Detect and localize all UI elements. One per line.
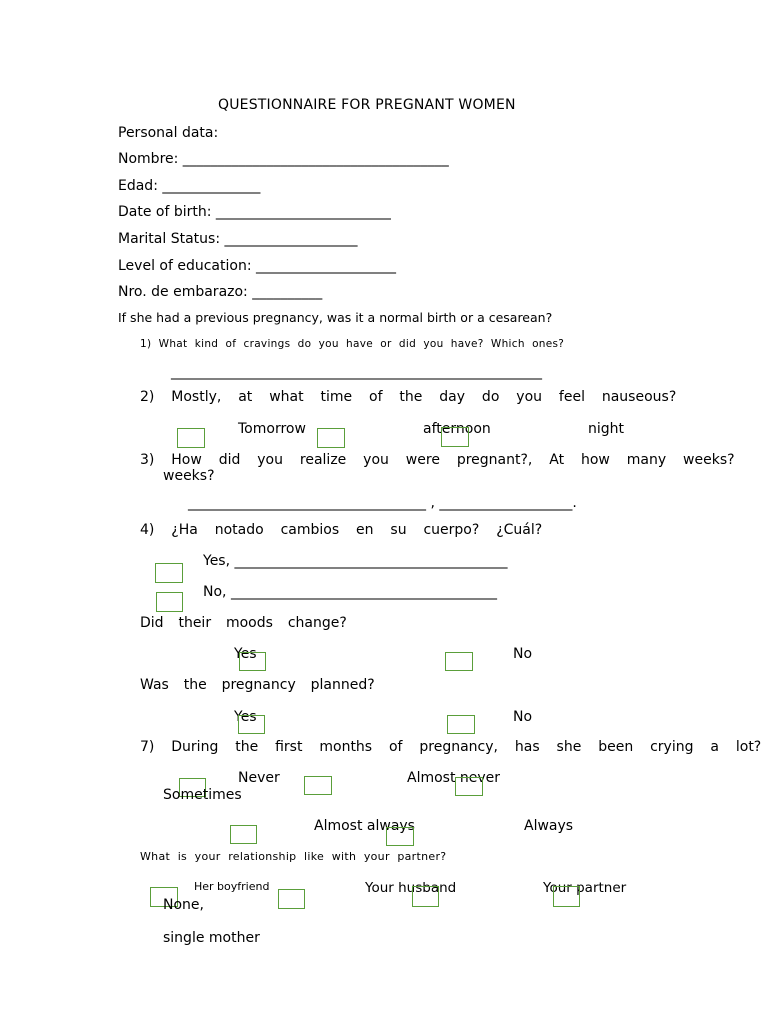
question-7: 7) During the first months of pregnancy, has she been crying a lot?	[140, 739, 762, 755]
option-almost-never: Almost never	[407, 770, 501, 786]
checkbox-none[interactable]	[553, 886, 580, 907]
checkbox-moods-yes[interactable]	[239, 652, 266, 671]
checkbox-changes-no[interactable]	[156, 592, 183, 612]
question-1-answer-line[interactable]: _____________________________________________________	[171, 364, 542, 380]
question-planned: Was the pregnancy planned?	[140, 677, 375, 693]
question-moods: Did their moods change?	[140, 615, 347, 631]
checkbox-husband[interactable]	[278, 889, 305, 909]
option-none: None,	[163, 897, 204, 913]
previous-pregnancy-question: If she had a previous pregnancy, was it a normal birth or a cesarean?	[118, 310, 553, 325]
option-almost-always: Almost always	[314, 818, 415, 834]
option-boyfriend: Her boyfriend	[194, 880, 270, 893]
option-husband: Your husband	[365, 880, 457, 896]
edad-field[interactable]: Edad: ______________	[118, 178, 261, 194]
checkbox-partner[interactable]	[412, 886, 439, 907]
option-never: Never	[238, 770, 280, 786]
checkbox-changes-yes[interactable]	[155, 563, 183, 583]
changes-no-line[interactable]: No, ______________________________________	[203, 584, 497, 600]
checkbox-always[interactable]	[386, 827, 414, 846]
embarazo-field[interactable]: Nro. de embarazo: __________	[118, 284, 323, 300]
option-always: Always	[524, 818, 574, 834]
option-tomorrow: Tomorrow	[238, 421, 306, 437]
question-4: 4) ¿Ha notado cambios en su cuerpo? ¿Cuál?	[140, 522, 543, 538]
checkbox-afternoon[interactable]	[317, 428, 345, 448]
checkbox-tomorrow[interactable]	[177, 428, 205, 448]
option-moods-yes: Yes	[234, 646, 257, 662]
question-3-line-2: weeks?	[163, 468, 215, 484]
changes-yes-line[interactable]: Yes, _______________________________________	[203, 553, 508, 569]
checkbox-planned-yes[interactable]	[238, 715, 265, 734]
option-afternoon: afternoon	[423, 421, 491, 437]
option-planned-no: No	[513, 709, 533, 725]
option-moods-no: No	[513, 646, 533, 662]
question-2: 2) Mostly, at what time of the day do you feel nauseous?	[140, 389, 677, 405]
nombre-field[interactable]: Nombre: ______________________________________	[118, 151, 449, 167]
question-3-answer-line[interactable]: __________________________________ , ___________________.	[188, 495, 577, 511]
option-partner: Your partner	[543, 880, 627, 896]
checkbox-planned-no[interactable]	[447, 715, 475, 734]
page-title: QUESTIONNAIRE FOR PREGNANT WOMEN	[218, 97, 516, 113]
question-relationship: What is your relationship like with your partner?	[140, 850, 447, 863]
option-night: night	[588, 421, 625, 437]
checkbox-moods-no[interactable]	[445, 652, 473, 671]
question-1: 1) What kind of cravings do you have or did you have? Which ones?	[140, 338, 565, 350]
education-field[interactable]: Level of education: ____________________	[118, 258, 396, 274]
checkbox-night[interactable]	[441, 427, 469, 447]
date-of-birth-field[interactable]: Date of birth: _________________________	[118, 204, 391, 220]
option-sometimes: Sometimes	[163, 787, 242, 803]
option-single-mother: single mother	[163, 930, 260, 946]
marital-status-field[interactable]: Marital Status: ___________________	[118, 231, 358, 247]
question-3: 3) How did you realize you were pregnant?, At how many weeks?	[140, 452, 735, 468]
checkbox-almost-never[interactable]	[304, 776, 332, 795]
personal-data-heading: Personal data:	[118, 125, 219, 141]
option-planned-yes: Yes	[234, 709, 257, 725]
checkbox-almost-always[interactable]	[230, 825, 257, 844]
checkbox-sometimes[interactable]	[455, 777, 483, 796]
